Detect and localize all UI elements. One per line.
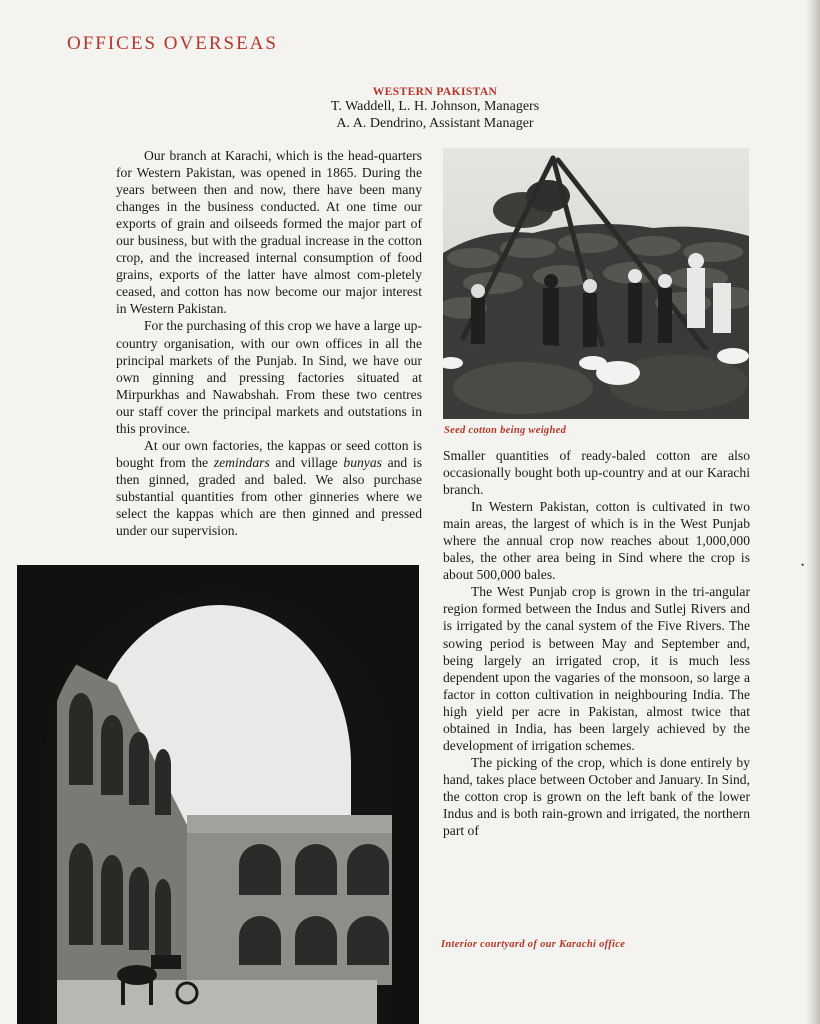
paragraph: The West Punjab crop is grown in the tri-angular region formed between the Indus and Sutlej Rivers and is irrigated by the canal system of the Five Rivers. The sowing period is between May and September and, being largely an irrigated crop, it is much less dependent upon the vagaries of the monsoon, so large a factor in cotton cultivation in neighbouring India. The high yield per acre in Pakistan, almost twice that obtained in India, has been largely achieved by the development of irrigation schemes. [443, 584, 750, 753]
paragraph [116, 437, 422, 539]
left-text-column [116, 147, 422, 539]
print-speck: • [801, 560, 805, 570]
page-edge-shadow [806, 0, 820, 1024]
paragraph: Smaller quantities of ready-baled cotton are also occasionally bought both up-country and at our Karachi branch. [443, 448, 750, 498]
branch-header [290, 86, 580, 132]
text-run: and village [269, 454, 344, 470]
cotton-weighing-illustration [443, 148, 749, 419]
paragraph: For the purchasing of this crop we have a large up-country organisation, with our own offices in all the principal markets of the Punjab. In Sind, we have our own ginning and pressing factories situated at Mirpurkhas and Nawabshah. From these two centres our staff cover the principal markets and outstations in this province. [116, 318, 422, 436]
italic-term: bunyas [343, 454, 382, 470]
cotton-photo-caption: Seed cotton being weighed [444, 425, 567, 436]
courtyard-photo [17, 565, 419, 1024]
italic-term: zemindars [213, 454, 270, 470]
cotton-weighing-photo [443, 148, 749, 419]
courtyard-illustration [17, 565, 419, 1024]
right-text-column [443, 447, 750, 839]
running-head: OFFICES OVERSEAS [67, 33, 278, 54]
text-run: At our own factories, the kappas or seed cotton is bought from the [116, 437, 422, 470]
paragraph: The picking of the crop, which is done entirely by hand, takes place between October and January. In Sind, the cotton crop is grown on the left bank of the lower Indus and is both rain-grown and irrigated, the northern part of [443, 754, 750, 839]
courtyard-photo-caption: Interior courtyard of our Karachi office [441, 939, 626, 950]
managers-line: T. Waddell, L. H. Johnson, Managers [330, 99, 540, 114]
text-run: and is then ginned, graded and baled. We also purchase substantial quantities from other ginneries where we select the kappas which are then ginned and pressed under our supervision. [116, 454, 422, 539]
paragraph: In Western Pakistan, cotton is cultivated in two main areas, the largest of which is in the West Punjab where the annual crop now reaches about 1,000,000 bales, the other area being in Sind where the crop is about 500,000 bales. [443, 499, 750, 583]
assistant-manager-line: A. A. Dendrino, Assistant Manager [336, 116, 534, 131]
branch-title: WESTERN PAKISTAN [372, 86, 498, 98]
paragraph: Our branch at Karachi, which is the head-quarters for Western Pakistan, was opened in 1865. During the years between then and now, there have been many changes in the business conducted. At one time our exports of grain and oilseeds formed the major part of our business, but with the gradual increase in the cotton crop, and the increased internal consumption of food grains, exports of the latter have almost com-pletely ceased, and cotton has now become our major interest in Western Pakistan. [116, 148, 422, 317]
